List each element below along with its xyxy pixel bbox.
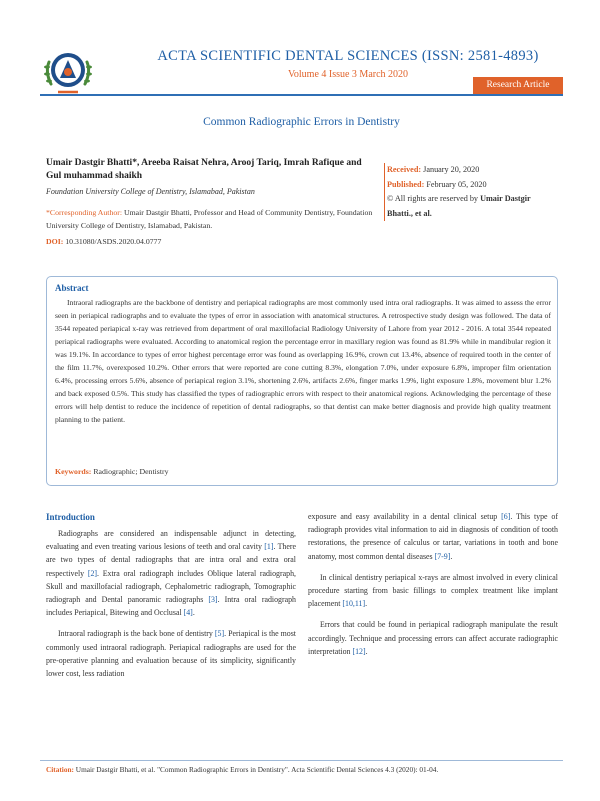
header-divider: [40, 94, 563, 96]
corresponding-label: *Corresponding Author:: [46, 208, 123, 217]
right-column: [308, 510, 558, 666]
intro-paragraph-2: Intraoral radiograph is the back bone of dentistry [5]. Periapical is the most commonly used intraoral radiograph. Periapical radiographs are used for the pre-operative planning and evaluation because of its simplicity, significantly lower cost, less radiation: [46, 629, 296, 679]
intro-paragraph-5: Errors that could be found in periapical radiograph manipulate the result accordingly. Technique and processing errors can affect accurate radiographic interpretation [12].: [308, 620, 558, 656]
citation-link[interactable]: [5]: [214, 629, 225, 639]
publication-dates: [384, 163, 556, 221]
published-label: Published:: [387, 179, 425, 189]
intro-paragraph-4: In clinical dentistry periapical x-rays are almost involved in every clinical procedure starting from basic fillings to complex treatment like implant placement [10,11].: [308, 572, 558, 609]
intro-paragraph-3: exposure and easy availability in a dental clinical setup [6]. This type of radiograph provides vital information to aid in diagnosis of condition of tooth restorations, the presence of calculus or tartar, variations in tooth and bone anatomy, most common dental diseases [7-9].: [308, 512, 558, 561]
rights-prefix: © All rights are reserved by: [387, 194, 481, 203]
doi-value[interactable]: 10.31080/ASDS.2020.04.0777: [63, 237, 162, 246]
doi: [46, 237, 371, 246]
keywords-value: Radiographic; Dentistry: [91, 467, 169, 476]
journal-logo: [40, 42, 96, 98]
issue-info: Volume 4 Issue 3 March 2020: [287, 69, 409, 80]
citation-link[interactable]: [4]: [183, 608, 193, 618]
abstract-text: Intraoral radiographs are the backbone of dentistry and periapical radiographs are most commonly used intra oral radiographs. It was aimed to assess the error seen in periapical radiographs and to evaluate the types of error in association with anatomical structures. A retrospective study design was followed. The data of 3544 repeated periapical x-ray was retrieved from department of oral maxillofacial Radiology University of Lahore from year 2012 - 2016. A total 3544 repeated periapical radiographs were evaluated. According to anatomical region the percentage error in maxillary region was found as 81.9% while in mandibular region it was 19.1%. In accordance to types of error highest percentage error was found as overlapping 16.9%, crown cut 13.4%, absence of required tooth in the center of the film 11.7%, overexposed 10.2%. Other errors that were reported are cone cutting 8.3%, elongation 7.0%, under exposure 6.8%, improper film orientation 6.4%, processing errors 5.6%, absence of periapical region 3.1%, shortening 2.6%, artifacts 2.6%, finger marks 1.9%, light exposure 1.8%, movement blur 1.2% and back exposed 0.5%. This study has classified the types of radiographic errors with respect to their anatomical regions. Acknowledging the percentage of these errors will help dentist to reduce the incidence of repetition of dental radiographs, so that dentist can make better diagnosis and provide high quality treatment planning to the patient.: [55, 298, 551, 424]
corresponding-author: [46, 206, 376, 232]
abstract-heading: Abstract: [55, 283, 89, 293]
affiliation: Foundation University College of Dentistry, Islamabad, Pakistan: [46, 187, 255, 196]
citation-link[interactable]: [3]: [208, 595, 218, 605]
citation-link[interactable]: [12]: [352, 646, 366, 656]
article-type-badge: Research Article: [473, 77, 563, 94]
citation-text: Umair Dastgir Bhatti, et al. "Common Radiographic Errors in Dentistry". Acta Scientific Dental Sciences 4.3 (2020): 01-04.: [73, 765, 439, 774]
footer-divider: [40, 760, 563, 761]
citation-link[interactable]: [6]: [501, 512, 511, 521]
laurel-crest-icon: [40, 42, 96, 98]
corresponding-text: Umair Dastgir Bhatti, Professor and Head of Community Dentistry, Foundation University College of Dentistry, Islamabad, Pakistan.: [46, 208, 373, 230]
journal-title: ACTA SCIENTIFIC DENTAL SCIENCES (ISSN: 2581-4893): [157, 48, 539, 64]
citation-link[interactable]: [1]: [264, 542, 274, 552]
citation-link[interactable]: [7-9]: [434, 551, 451, 561]
intro-paragraph-1: Radiographs are considered an indispensable adjunct in detecting, evaluating and even treating various lesions of teeth and oral cavity [1]. There are two types of dental radiographs that are intra oral and extra oral respectively [2]. Extra oral radiograph includes Oblique lateral radiograph, Skull and maxillofacial radiograph, Cephalometric radiograph, Tomographic radiograph and Dental panoramic radiographs [3]. Intra oral radiograph includes Periapical, Bitewing and Occlusal [4].: [46, 529, 297, 618]
abstract-box: [46, 276, 558, 486]
introduction-heading: Introduction: [46, 512, 95, 522]
received-label: Received:: [387, 165, 422, 174]
left-column: [46, 527, 296, 688]
received-date: January 20, 2020: [421, 165, 480, 174]
keywords-label: Keywords:: [55, 467, 92, 476]
doi-label: DOI:: [46, 237, 64, 246]
citation-footer: [46, 765, 561, 774]
published-date: February 05, 2020: [424, 179, 487, 189]
citation-label: Citation:: [46, 765, 74, 774]
keywords: [55, 467, 168, 476]
citation-link[interactable]: [2]: [87, 568, 98, 578]
rights-holder: Umair Dastgir Bhatti., et al.: [387, 194, 531, 218]
author-list: Umair Dastgir Bhatti*, Areeba Raisat Nehra, Arooj Tariq, Imrah Rafique and Gul muhammad shaikh: [46, 158, 362, 181]
citation-link[interactable]: [10,11]: [342, 599, 366, 609]
paper-title: Common Radiographic Errors in Dentistry: [203, 116, 400, 128]
